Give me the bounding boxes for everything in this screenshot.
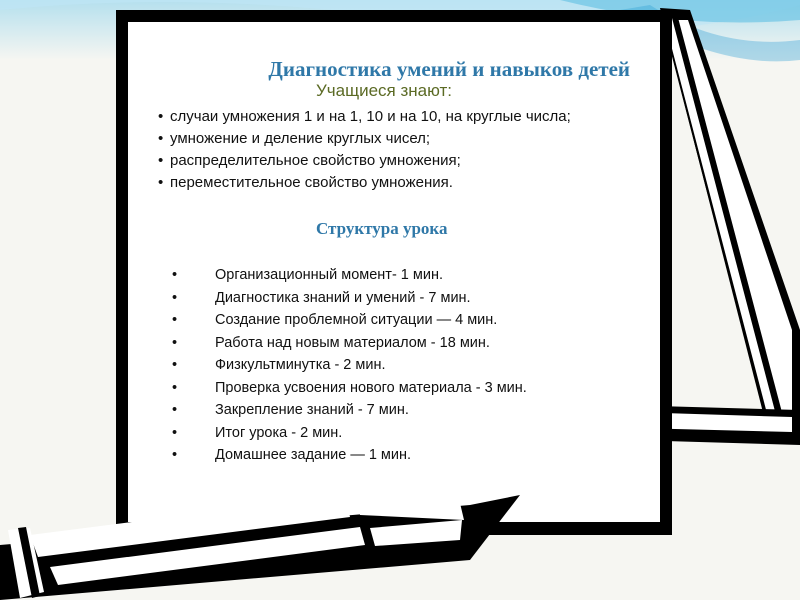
list-item: • Создание проблемной ситуации — 4 мин.	[168, 309, 638, 332]
list-item: • Организационный момент- 1 мин.	[168, 264, 638, 287]
list-item: • Диагностика знаний и умений - 7 мин.	[168, 287, 638, 310]
list-item: • случаи умножения 1 и на 1, 10 и на 10, на круглые числа;	[158, 106, 598, 128]
lesson-structure-list	[168, 264, 638, 467]
knowledge-list	[158, 106, 598, 194]
bullet-icon: •	[172, 312, 178, 328]
list-item: • Закрепление знаний - 7 мин.	[168, 399, 638, 422]
list-item: • Домашнее задание — 1 мин.	[168, 444, 638, 467]
bullet-icon: •	[158, 152, 164, 169]
bullet-icon: •	[158, 108, 164, 125]
slide-subtitle: Учащиеся знают:	[316, 81, 452, 100]
bullet-icon: •	[172, 267, 178, 283]
bullet-icon: •	[172, 334, 178, 351]
list-item: • Итог урока - 2 мин.	[168, 422, 638, 445]
list-item: • Работа над новым материалом - 18 мин.	[168, 332, 638, 355]
bullet-icon: •	[172, 402, 178, 418]
list-item: • распределительное свойство умножения;	[158, 150, 598, 172]
bullet-icon: •	[158, 174, 164, 191]
slide-title: Диагностика умений и навыков детей	[268, 57, 630, 81]
bullet-icon: •	[172, 357, 178, 373]
bullet-icon: •	[158, 130, 164, 147]
list-item: • Физкультминутка - 2 мин.	[168, 354, 638, 377]
list-item: • умножение и деление круглых чисел;	[158, 128, 598, 150]
bullet-icon: •	[172, 289, 178, 306]
structure-heading: Структура урока	[316, 219, 448, 238]
list-item: • переместительное свойство умножения.	[158, 172, 598, 194]
bullet-icon: •	[172, 379, 178, 396]
bullet-icon: •	[172, 424, 178, 441]
list-item: • Проверка усвоения нового материала - 3 мин.	[168, 377, 638, 400]
bullet-icon: •	[172, 447, 178, 463]
